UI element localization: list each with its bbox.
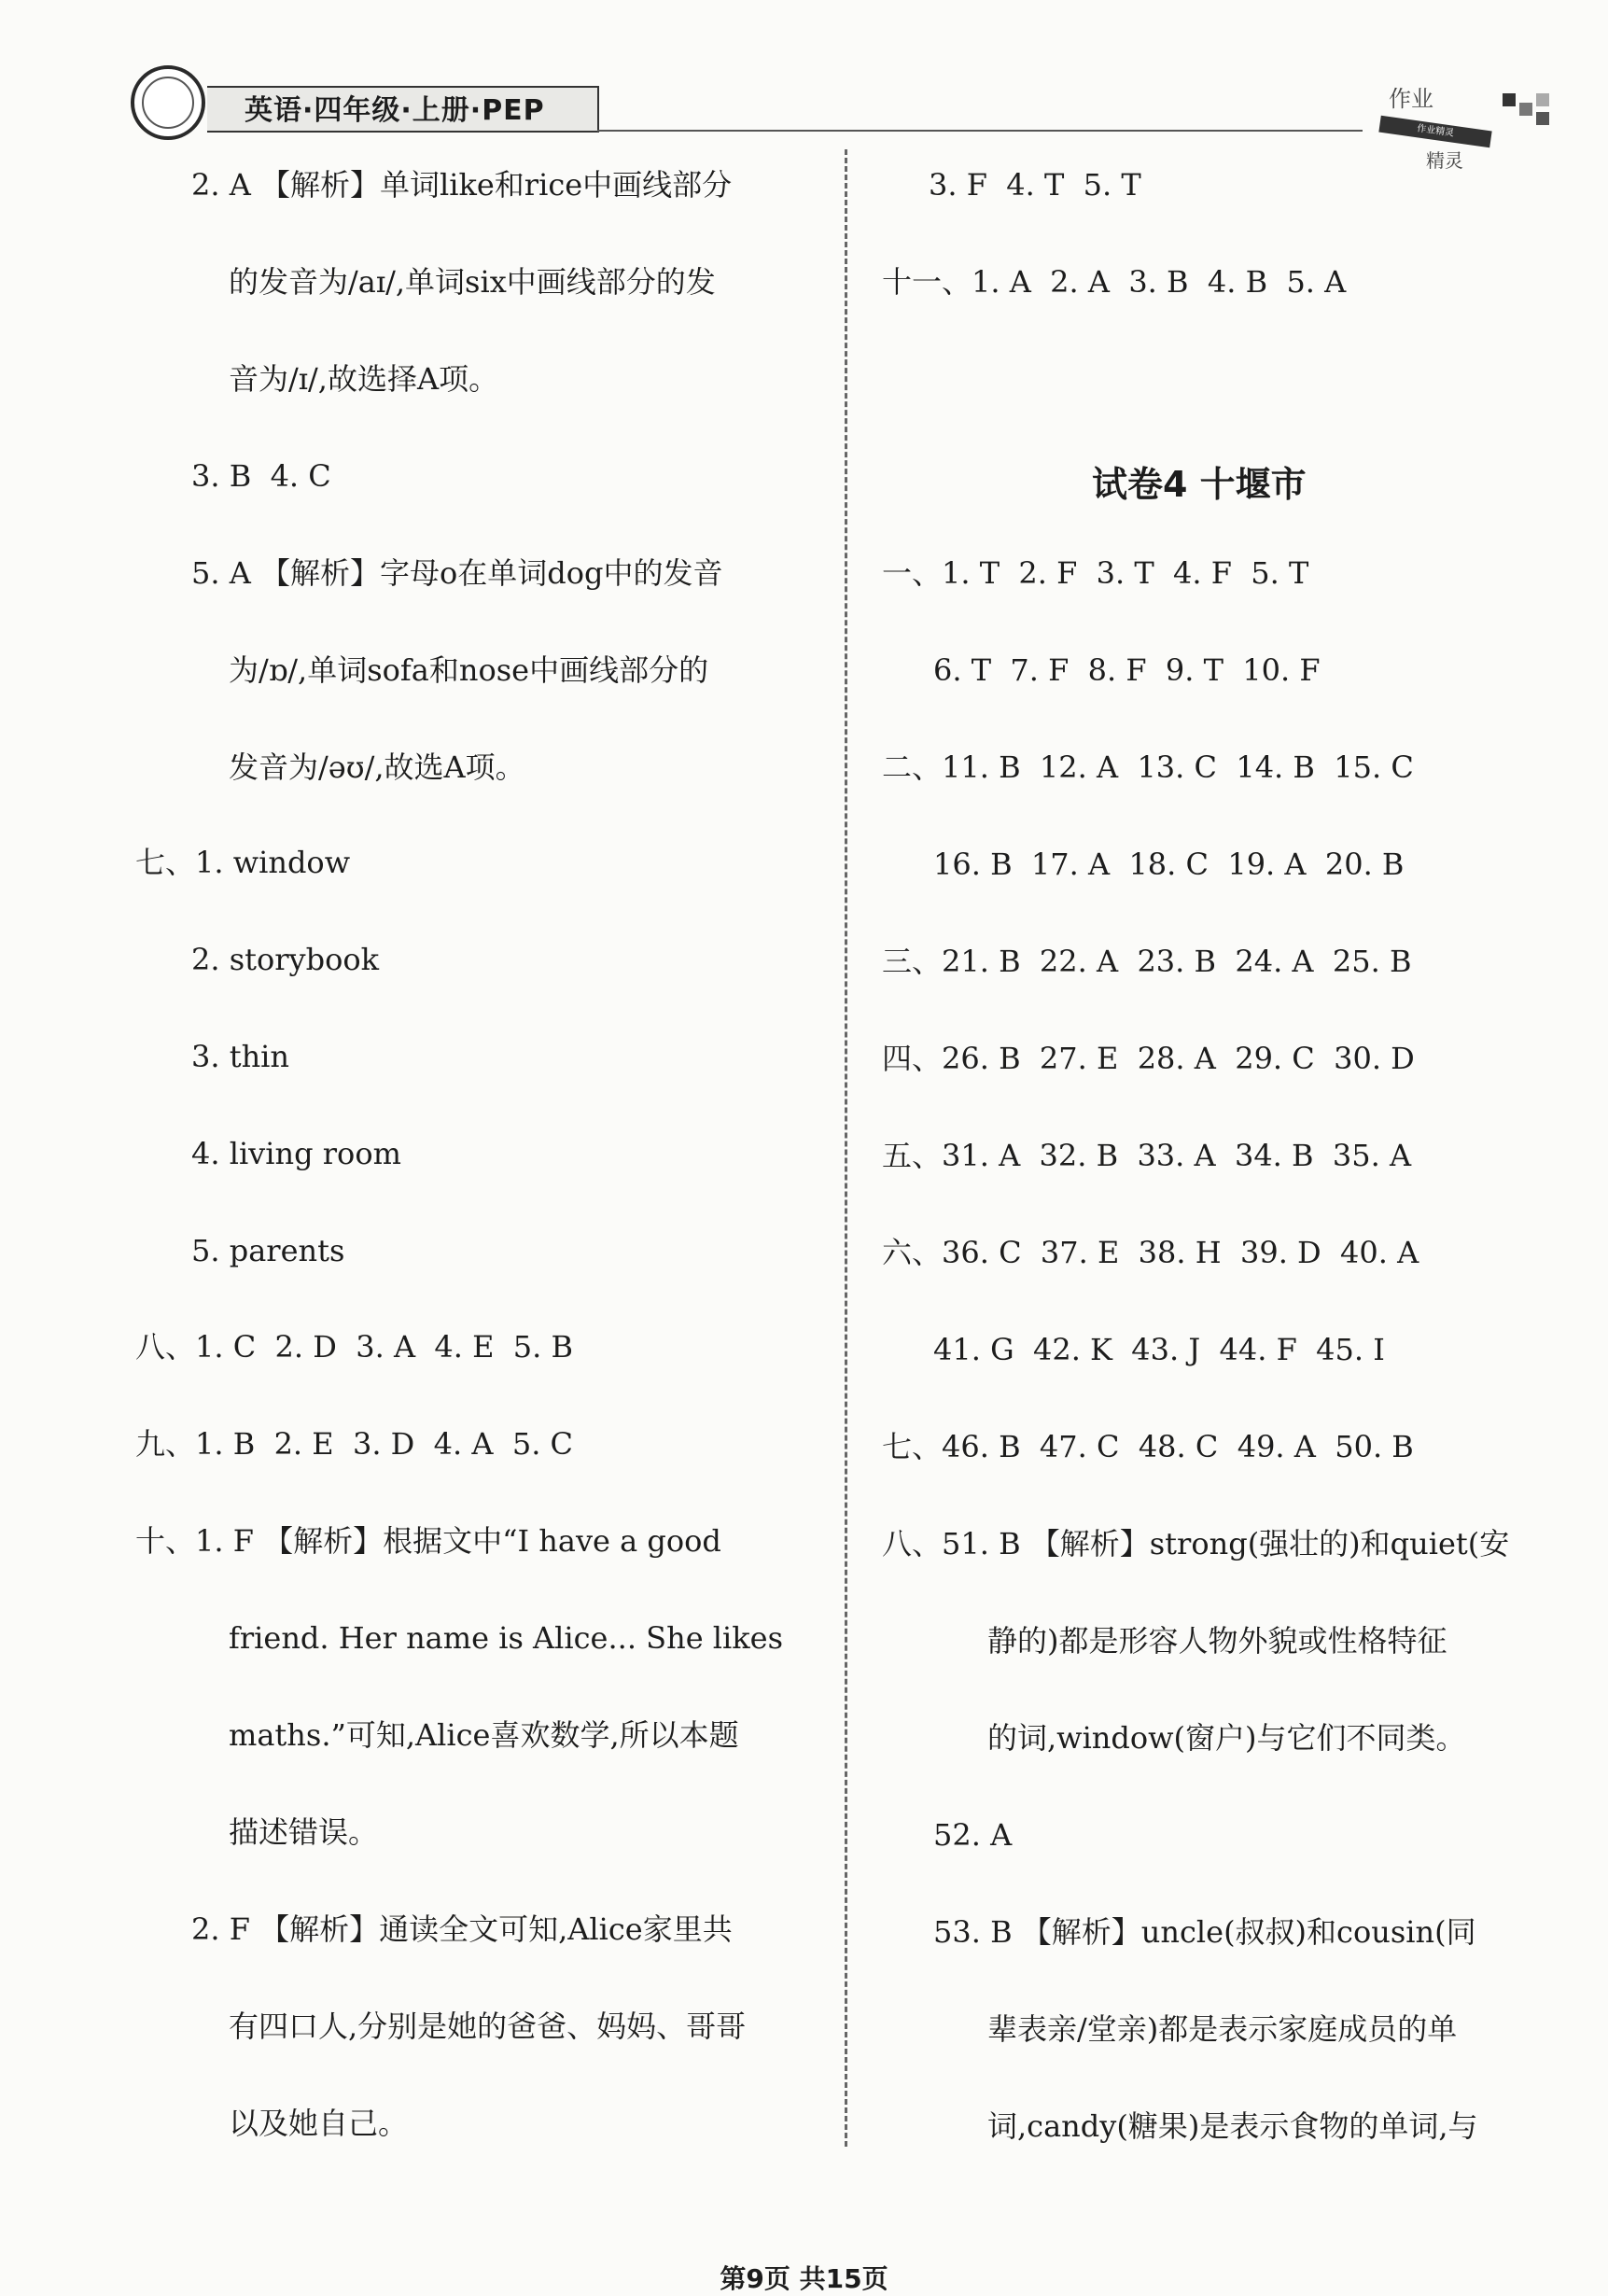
column-divider xyxy=(845,149,847,2147)
answer-line: 41. G 42. K 43. J 44. F 45. I xyxy=(933,1332,1385,1367)
answer-line: 八、1. C 2. D 3. A 4. E 5. B xyxy=(135,1329,574,1365)
answer-line: 九、1. B 2. E 3. D 4. A 5. C xyxy=(135,1426,574,1462)
answer-line: 发音为/əʊ/,故选A项。 xyxy=(229,749,525,785)
answer-line: 十一、1. A 2. A 3. B 4. B 5. A xyxy=(882,264,1347,300)
answer-line: 七、46. B 47. C 48. C 49. A 50. B xyxy=(882,1429,1414,1464)
answer-line: 3. F 4. T 5. T xyxy=(929,167,1141,203)
answer-line: 52. A xyxy=(933,1817,1013,1853)
answer-line: 二、11. B 12. A 13. C 14. B 15. C xyxy=(882,749,1414,785)
answer-line: 2. storybook xyxy=(191,942,380,977)
zuoye-jingling-stamp xyxy=(1370,75,1519,177)
answer-line: 词,candy(糖果)是表示食物的单词,与 xyxy=(987,2108,1478,2144)
answer-line: maths.”可知,Alice喜欢数学,所以本题 xyxy=(229,1717,739,1753)
answer-line: 四、26. B 27. E 28. A 29. C 30. D xyxy=(882,1041,1415,1076)
answer-line: 的发音为/aɪ/,单词six中画线部分的发 xyxy=(229,264,716,300)
stamp-bar-text: 作业精灵 xyxy=(1378,116,1491,148)
answer-line: 音为/ɪ/,故选择A项。 xyxy=(229,361,499,397)
decorative-squares xyxy=(1503,93,1559,131)
answer-line: 以及她自己。 xyxy=(229,2106,409,2141)
stamp-top-text: 作业 xyxy=(1389,86,1433,112)
answer-line: 五、31. A 32. B 33. A 34. B 35. A xyxy=(882,1138,1412,1173)
answer-line: 3. B 4. C xyxy=(191,458,331,494)
header-rule xyxy=(597,130,1363,132)
answer-line: 16. B 17. A 18. C 19. A 20. B xyxy=(933,847,1405,882)
answer-line: 2. F 【解析】通读全文可知,Alice家里共 xyxy=(191,1911,733,1947)
answer-line: 6. T 7. F 8. F 9. T 10. F xyxy=(933,652,1321,688)
answer-line: 描述错误。 xyxy=(229,1814,379,1850)
answer-line: 的词,window(窗户)与它们不同类。 xyxy=(987,1720,1466,1756)
answer-line: 八、51. B 【解析】strong(强壮的)和quiet(安 xyxy=(882,1526,1510,1561)
logo-emblem xyxy=(142,77,194,129)
stamp-bottom-text: 精灵 xyxy=(1426,149,1463,172)
answer-line: 2. A 【解析】单词like和rice中画线部分 xyxy=(191,167,733,203)
answer-line: 三、21. B 22. A 23. B 24. A 25. B xyxy=(882,944,1412,979)
page-header xyxy=(0,0,1608,172)
answer-line: 静的)都是形容人物外貌或性格特征 xyxy=(987,1623,1447,1659)
answer-line: 六、36. C 37. E 38. H 39. D 40. A xyxy=(882,1235,1419,1270)
answer-line: 5. A 【解析】字母o在单词dog中的发音 xyxy=(191,555,723,591)
answer-line: 5. parents xyxy=(191,1233,345,1268)
answer-line: 十、1. F 【解析】根据文中“I have a good xyxy=(135,1523,721,1559)
answer-line: 为/ɒ/,单词sofa和nose中画线部分的 xyxy=(229,652,709,688)
answer-line: 4. living room xyxy=(191,1136,401,1171)
answer-line: 辈表亲/堂亲)都是表示家庭成员的单 xyxy=(987,2011,1458,2047)
answer-line: 七、1. window xyxy=(135,845,351,880)
answer-line: 有四口人,分别是她的爸爸、妈妈、哥哥 xyxy=(229,2009,747,2044)
answer-line: 3. thin xyxy=(191,1039,290,1074)
answer-line: friend. Her name is Alice... She likes xyxy=(229,1620,784,1656)
publisher-logo xyxy=(131,65,205,140)
answer-line: 53. B 【解析】uncle(叔叔)和cousin(同 xyxy=(933,1914,1476,1950)
book-title: 英语·四年级·上册·PEP xyxy=(207,86,599,133)
answer-line: 一、1. T 2. F 3. T 4. F 5. T xyxy=(882,555,1309,591)
section-title: 试卷4 十堰市 xyxy=(1092,464,1307,505)
page-number: 第9页 共15页 xyxy=(720,2263,888,2294)
